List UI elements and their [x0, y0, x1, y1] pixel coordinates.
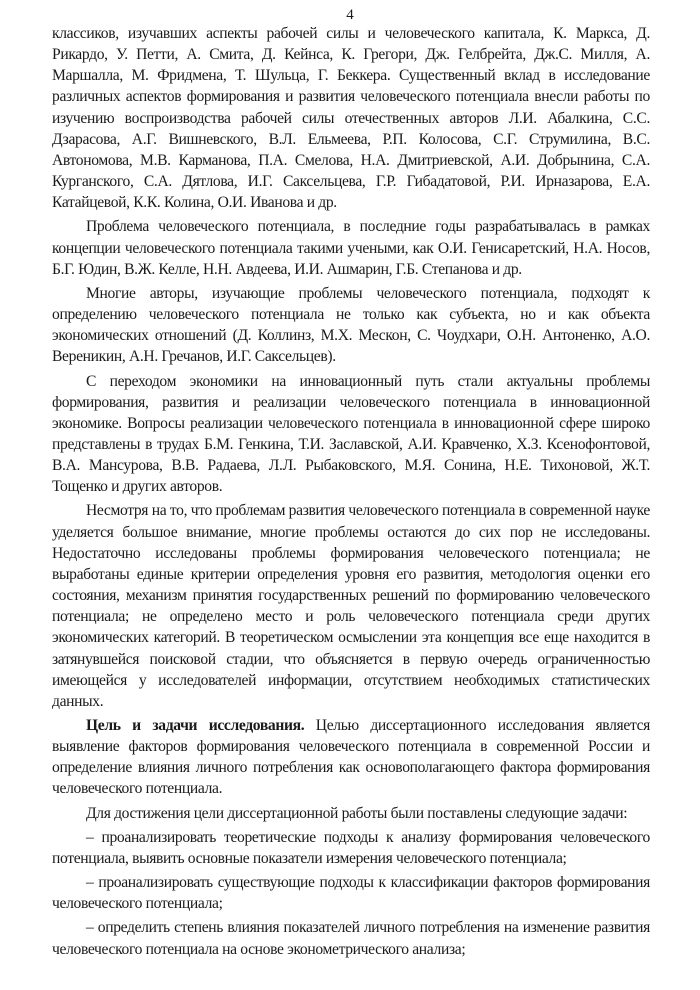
- task-list-item: – проанализировать существующие подходы к классификации факторов формирования человеческого потенциала;: [52, 874, 650, 913]
- document-body: [52, 23, 650, 960]
- task-list-item: – проанализировать теоретические подходы к анализу формирования человеческого потенциала, выявить основные показатели измерения человеческого потенциала;: [52, 828, 650, 867]
- paragraph-continuation-classics: классиков, изучавших аспекты рабочей силы и человеческого капитала, К. Маркса, Д. Рикардо, У. Петти, А. Смита, Д. Кейнса, К. Грегори, Дж. Гелбрейта, Дж.С. Милля, А. Маршалла, М. Фридмена, Т. Шульца, Г. Беккера. Существенный вклад в исследование различных аспектов формирования и развития человеческого потенциала внесли работы по изучению воспроизводства рабочей силы отечественных авторов Л.И. Абалкина, С.С. Дзарасова, А.Г. Вишневского, В.Л. Ельмеева, Р.П. Колосова, С.Г. Струмилина, В.С. Автономова, М.В. Карманова, П.А. Смелова, Н.А. Дмитриевской, А.И. Добрынина, С.А. Курганского, С.А. Дятлова, И.Г. Саксельцева, Г.Р. Гибадатовой, Р.И. Ирназарова, Е.А. Катайцевой, К.К. Колина, О.И. Иванова и др.: [52, 25, 650, 212]
- paragraph-research-goal: [52, 715, 650, 800]
- paragraph-subject-object: Многие авторы, изучающие проблемы человеческого потенциала, подходят к определению человеческого потенциала не только как субъекта, но и как объекта экономических отношений (Д. Коллинз, М.Х. Мескон, С. Чоудхари, О.Н. Антоненко, А.О. Вереникин, А.Н. Гречанов, И.Г. Саксельцев).: [52, 284, 650, 366]
- research-goal-text: Целью диссертационного исследования является выявление факторов формирования человеческого потенциала в современной России и определение влияния личного потребления как основополагающего фактора формирования человеческого потенциала.: [52, 717, 650, 798]
- paragraph-tasks-intro: Для достижения цели диссертационной работы были поставлены следующие задачи:: [86, 804, 628, 822]
- page-number: 4: [346, 7, 354, 23]
- paragraph-innovation-economy: С переходом экономики на инновационный путь стали актуальны проблемы формирования, развития и реализации человеческого потенциала в инновационной экономике. Вопросы реализации человеческого потенциала в инновационной сфере широко представлены в трудах Б.М. Генкина, Т.И. Заславской, А.И. Кравченко, Х.З. Ксенофонтовой, В.А. Мансурова, В.В. Радаева, Л.Л. Рыбаковского, М.Я. Сонина, Н.Е. Тихоновой, Ж.Т. Тощенко и других авторов.: [52, 372, 650, 496]
- paragraph-unresolved-problems: Несмотря на то, что проблемам развития человеческого потенциала в современной науке уделяется большое внимание, многие проблемы остаются до сих пор не исследованы. Недостаточно исследованы проблемы формирования человеческого потенциала; не выработаны единые критерии определения уровня его развития, методология оценки его состояния, механизм принятия государственных решений по формированию человеческого потенциала; не определено место и роль человеческого потенциала среди других экономических категорий. В теоретическом осмыслении эта концепция все еще находится в затянувшейся поисковой стадии, что объясняется в первую очередь ограниченностью имеющейся у исследователей информации, отсутствием необходимых статистических данных.: [52, 502, 650, 710]
- task-list-item: – определить степень влияния показателей личного потребления на изменение развития человеческого потенциала на основе эконометрического анализа;: [52, 919, 650, 958]
- paragraph-human-potential-concept: Проблема человеческого потенциала, в последние годы разрабатывалась в рамках концепции человеческого потенциала такими учеными, как О.И. Генисаретский, Н.А. Носов, Б.Г. Юдин, В.Ж. Келле, Н.Н. Авдеева, И.И. Ашмарин, Г.Б. Степанова и др.: [52, 218, 650, 278]
- research-goal-heading: Цель и задачи исследования.: [86, 717, 305, 734]
